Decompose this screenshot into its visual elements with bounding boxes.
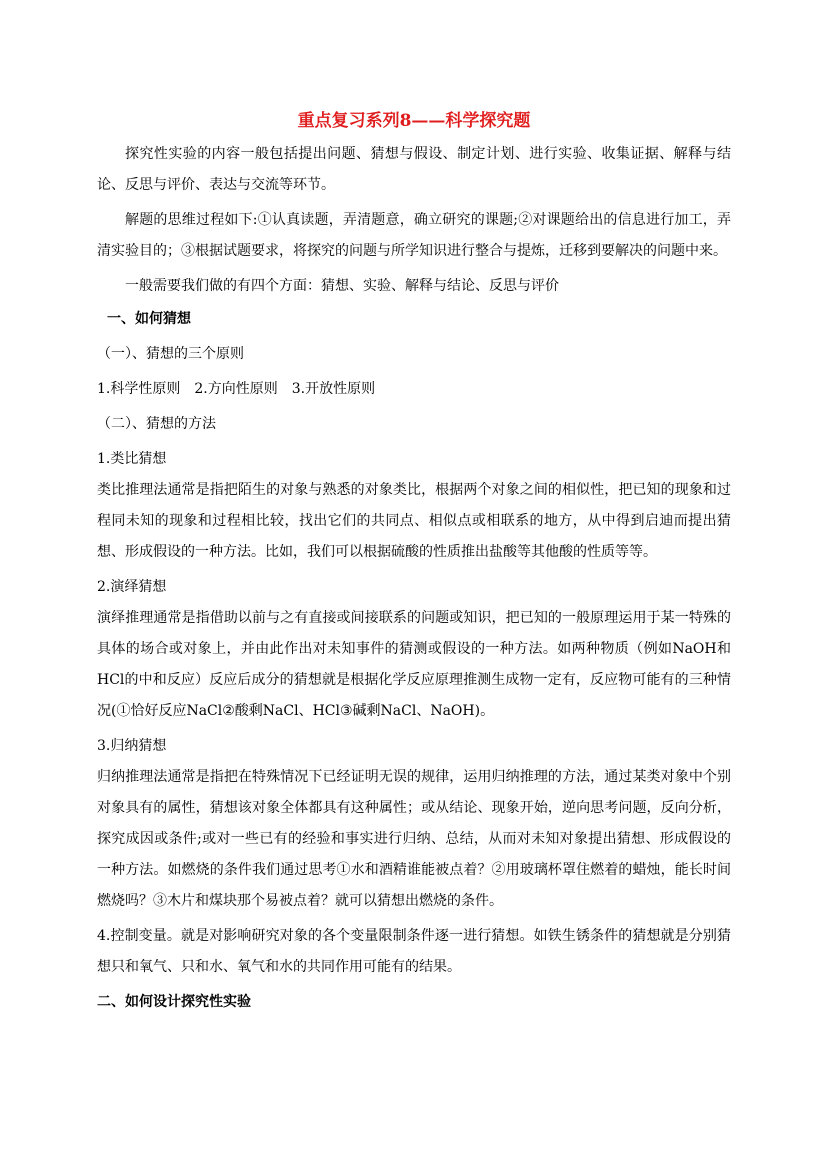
four-aspects-paragraph: 一般需要我们做的有四个方面：猜想、实验、解释与结论、反思与评价: [125, 278, 559, 294]
method-1-text: 类比推理法通常是指把陌生的对象与熟悉的对象类比，根据两个对象之间的相似性，把已知的现象和过程同未知的现象和过程相比较，找出它们的共同点、相似点或相联系的地方，从中得到启迪而提出猜想、形成假设的一种方法。比如，我们可以根据硫酸的性质推出盐酸等其他酸的性质等等。: [97, 482, 731, 560]
method-1-title: 1.类比猜想: [97, 451, 167, 467]
method-4-text: 4.控制变量。就是对影响研究对象的各个变量限制条件逐一进行猜想。如铁生锈条件的猜想就是分别猜想只和氧气、只和水、氧气和水的共同作用可能有的结果。: [97, 928, 731, 975]
subheading-principles: （一）、猜想的三个原则: [97, 346, 244, 362]
subheading-methods: （二）、猜想的方法: [97, 416, 216, 432]
intro-paragraph: 探究性实验的内容一般包括提出问题、猜想与假设、制定计划、进行实验、收集证据、解释与结论、反思与评价、表达与交流等环节。: [97, 146, 731, 193]
method-2-text: 演绎推理通常是指借助以前与之有直接或间接联系的问题或知识，把已知的一般原理运用于某一特殊的具体的场合或对象上，并由此作出对未知事件的猜测或假设的一种方法。如两种物质（例如NaOH和HCl的中和反应）反应后成分的猜想就是根据化学反应原理推测生成物一定有，反应物可能有的三种情况(①恰好反应NaCl②酸剩NaCl、HCl③碱剩NaCl、NaOH)。: [97, 610, 731, 719]
section-heading-guess: 一、如何猜想: [107, 311, 191, 327]
thinking-paragraph: 解题的思维过程如下:①认真读题，弄清题意，确立研究的课题;②对课题给出的信息进行加工，弄清实验目的；③根据试题要求，将探究的问题与所学知识进行整合与提炼，迁移到要解决的问题中来。: [97, 212, 731, 259]
section-heading-design: 二、如何设计探究性实验: [97, 994, 251, 1010]
document-title: 重点复习系列8——科学探究题: [297, 111, 531, 131]
method-3-title: 3.归纳猜想: [97, 738, 167, 754]
method-2-title: 2.演绎猜想: [97, 579, 167, 595]
document-page: [97, 106, 731, 1018]
method-3-text: 归纳推理法通常是指把在特殊情况下已经证明无误的规律，运用归纳推理的方法，通过某类对象中个别对象具有的属性，猜想该对象全体都具有这种属性；或从结论、现象开始，逆向思考问题，反向分析，探究成因或条件;或对一些已有的经验和事实进行归纳、总结，从而对未知对象提出猜想、形成假设的一种方法。如燃烧的条件我们通过思考①水和酒精谁能被点着？②用玻璃杯罩住燃着的蜡烛，能长时间燃烧吗？③木片和煤块那个易被点着？就可以猜想出燃烧的条件。: [97, 769, 731, 909]
principles-list: 1.科学性原则 2.方向性原则 3.开放性原则: [97, 381, 376, 397]
